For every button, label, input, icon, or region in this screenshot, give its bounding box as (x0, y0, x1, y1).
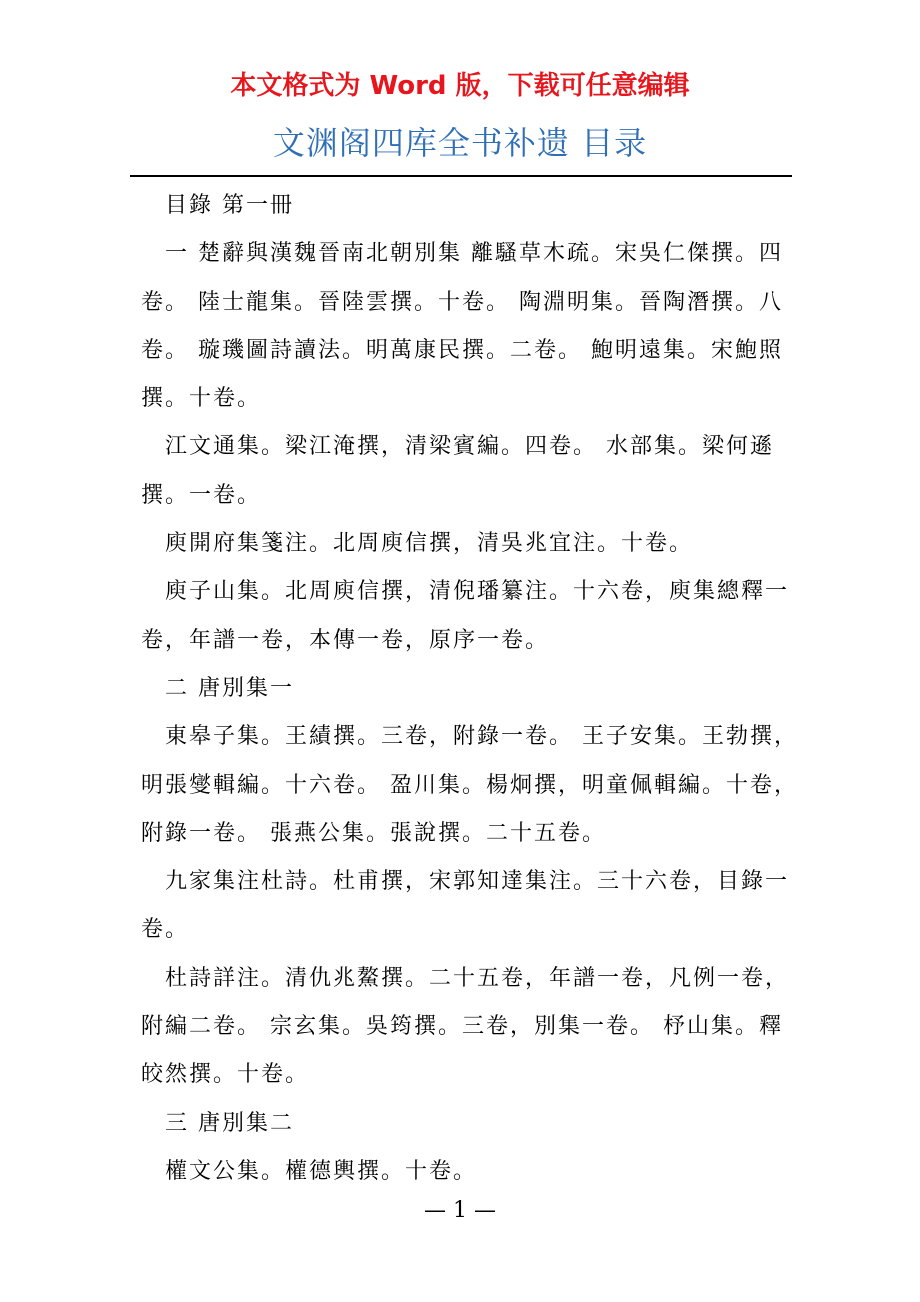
document-body (141, 182, 801, 1196)
page-number: — 1 — (424, 1198, 496, 1223)
paragraph-section-one: 一 楚辭與漢魏晉南北朝別集 離騷草木疏。宋吳仁傑撰。四卷。 陸士龍集。晉陸雲撰。十卷。 陶淵明集。晉陶潛撰。八卷。 璇璣圖詩讀法。明萬康民撰。二卷。 鮑明遠集。宋鮑照撰。十卷。 (141, 241, 783, 412)
paragraph-jiang-wentong: 江文通集。梁江淹撰，清梁賓編。四卷。 水部集。梁何遜撰。一卷。 (141, 434, 774, 508)
paragraph-jiujia-dushi: 九家集注杜詩。杜甫撰，宋郭知達集注。三十六卷，目錄一卷。 (141, 869, 790, 943)
paragraph-yu-zishan: 庾子山集。北周庾信撰，清倪璠纂注。十六卷，庾集總釋一卷，年譜一卷，本傳一卷，原序一卷。 (141, 579, 790, 653)
title-divider (130, 175, 792, 177)
paragraph-section-two-heading: 二 唐別集一 (165, 675, 294, 701)
paragraph-contents-heading: 目錄 第一冊 (165, 193, 294, 218)
download-notice: 本文格式为 Word 版，下载可任意编辑 (230, 71, 690, 101)
paragraph-section-three-heading: 三 唐別集二 (165, 1110, 294, 1136)
paragraph-yu-kaifu: 庾開府集箋注。北周庾信撰，清吳兆宜注。十卷。 (165, 531, 694, 557)
paragraph-dushi-xiangzhu: 杜詩詳注。清仇兆鰲撰。二十五卷，年譜一卷，凡例一卷，附編二卷。 宗玄集。吳筠撰。三卷，別集一卷。 杼山集。釋皎然撰。十卷。 (141, 965, 790, 1088)
paragraph-donggaozi: 東皋子集。王績撰。三卷，附錄一卷。 王子安集。王勃撰，明張燮輯編。十六卷。 盈川集。楊炯撰，明童佩輯編。十卷，附錄一卷。 張燕公集。張說撰。二十五卷。 (141, 724, 798, 846)
paragraph-quan-wengong: 權文公集。權德輿撰。十卷。 (165, 1158, 478, 1184)
document-title: 文渊阁四库全书补遗 目录 (272, 124, 648, 162)
